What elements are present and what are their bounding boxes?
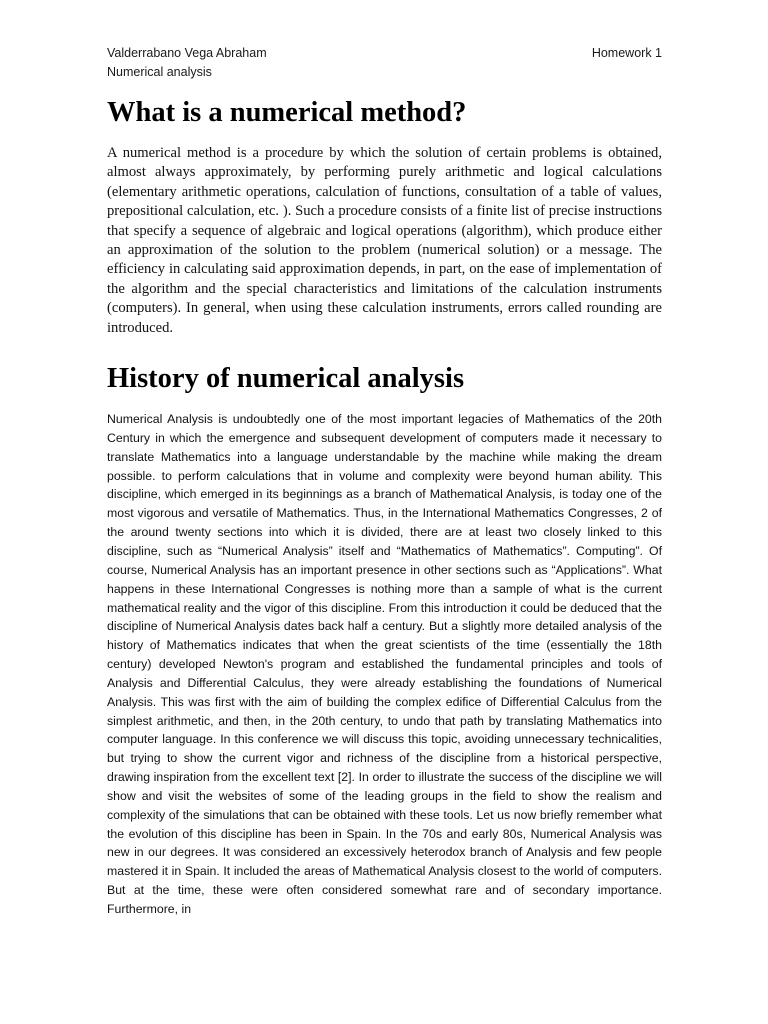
course-name: Numerical analysis bbox=[107, 65, 212, 79]
page-header bbox=[107, 44, 662, 82]
paragraph-numerical-method: A numerical method is a procedure by which the solution of certain problems is obtained, almost always approximately, by performing purely arithmetic and logical calculations (elementary arithmetic operations, calculation of functions, consultation of a table of values, prepositional calculation, etc. ). Such a procedure consists of a finite list of precise instructions that specify a sequence of algebraic and logical operations (algorithm), which produce either an approximation of the solution to the problem (numerical solution) or a message. The efficiency in calculating said approximation depends, in part, on the ease of implementation of the algorithm and the special characteristics and limitations of the calculation instruments (computers). In general, when using these calculation instruments, errors called rounding are introduced. bbox=[107, 145, 662, 336]
section-heading-numerical-method: What is a numerical method? bbox=[107, 97, 467, 128]
document-page bbox=[107, 44, 662, 921]
author-name: Valderrabano Vega Abraham bbox=[107, 46, 267, 60]
header-left bbox=[107, 44, 267, 82]
assignment-label: Homework 1 bbox=[591, 46, 662, 60]
paragraph-history: Numerical Analysis is undoubtedly one of the most important legacies of Mathematics of the 20th Century in which the emergence and subsequent development of computers made it necessary to translate Mathematics into a language understandable by the machine while making the dream possible. to perform calculations that in volume and complexity were beyond human ability. This discipline, which emerged in its beginnings as a branch of Mathematical Analysis, is today one of the most vigorous and versatile of Mathematics. Thus, in the International Mathematics Congresses, 2 of the around twenty sections into which it is divided, there are at least two closely linked to this discipline, such as “Numerical Analysis” itself and “Mathematics of Mathematics”. Computing”. Of course, Numerical Analysis has an important presence in other sections such as “Applications”. What happens in these International Congresses is nothing more than a sample of what is the current mathematical reality and the vigor of this discipline. From this introduction it could be deduced that the discipline of Numerical Analysis dates back half a century. But a slightly more detailed analysis of the history of Mathematics indicates that when the great scientists of the time (essentially the 18th century) developed Newton's program and established the fundamental principles and tools of Analysis and Differential Calculus, they were already establishing the foundations of Numerical Analysis. This was first with the aim of building the complex edifice of Differential Calculus from the simplest arithmetic, and then, in the 20th century, to undo that path by translating Mathematics into computer language. In this conference we will discuss this topic, avoiding unnecessary technicalities, but trying to show the current vigor and richness of the discipline from a historical perspective, drawing inspiration from the excellent text [2]. In order to illustrate the success of the discipline we will show and visit the websites of some of the leading groups in the field to show the realism and complexity of the simulations that can be obtained with these tools. Let us now briefly remember what the evolution of this discipline has been in Spain. In the 70s and early 80s, Numerical Analysis was new in our degrees. It was considered an excessively heterodox branch of Analysis and few people mastered it in Spain. It included the areas of Mathematical Analysis closest to the world of computers. But at the time, these were often considered somewhat rare and of secondary importance. Furthermore, in bbox=[107, 412, 662, 916]
section-heading-history: History of numerical analysis bbox=[107, 363, 465, 395]
